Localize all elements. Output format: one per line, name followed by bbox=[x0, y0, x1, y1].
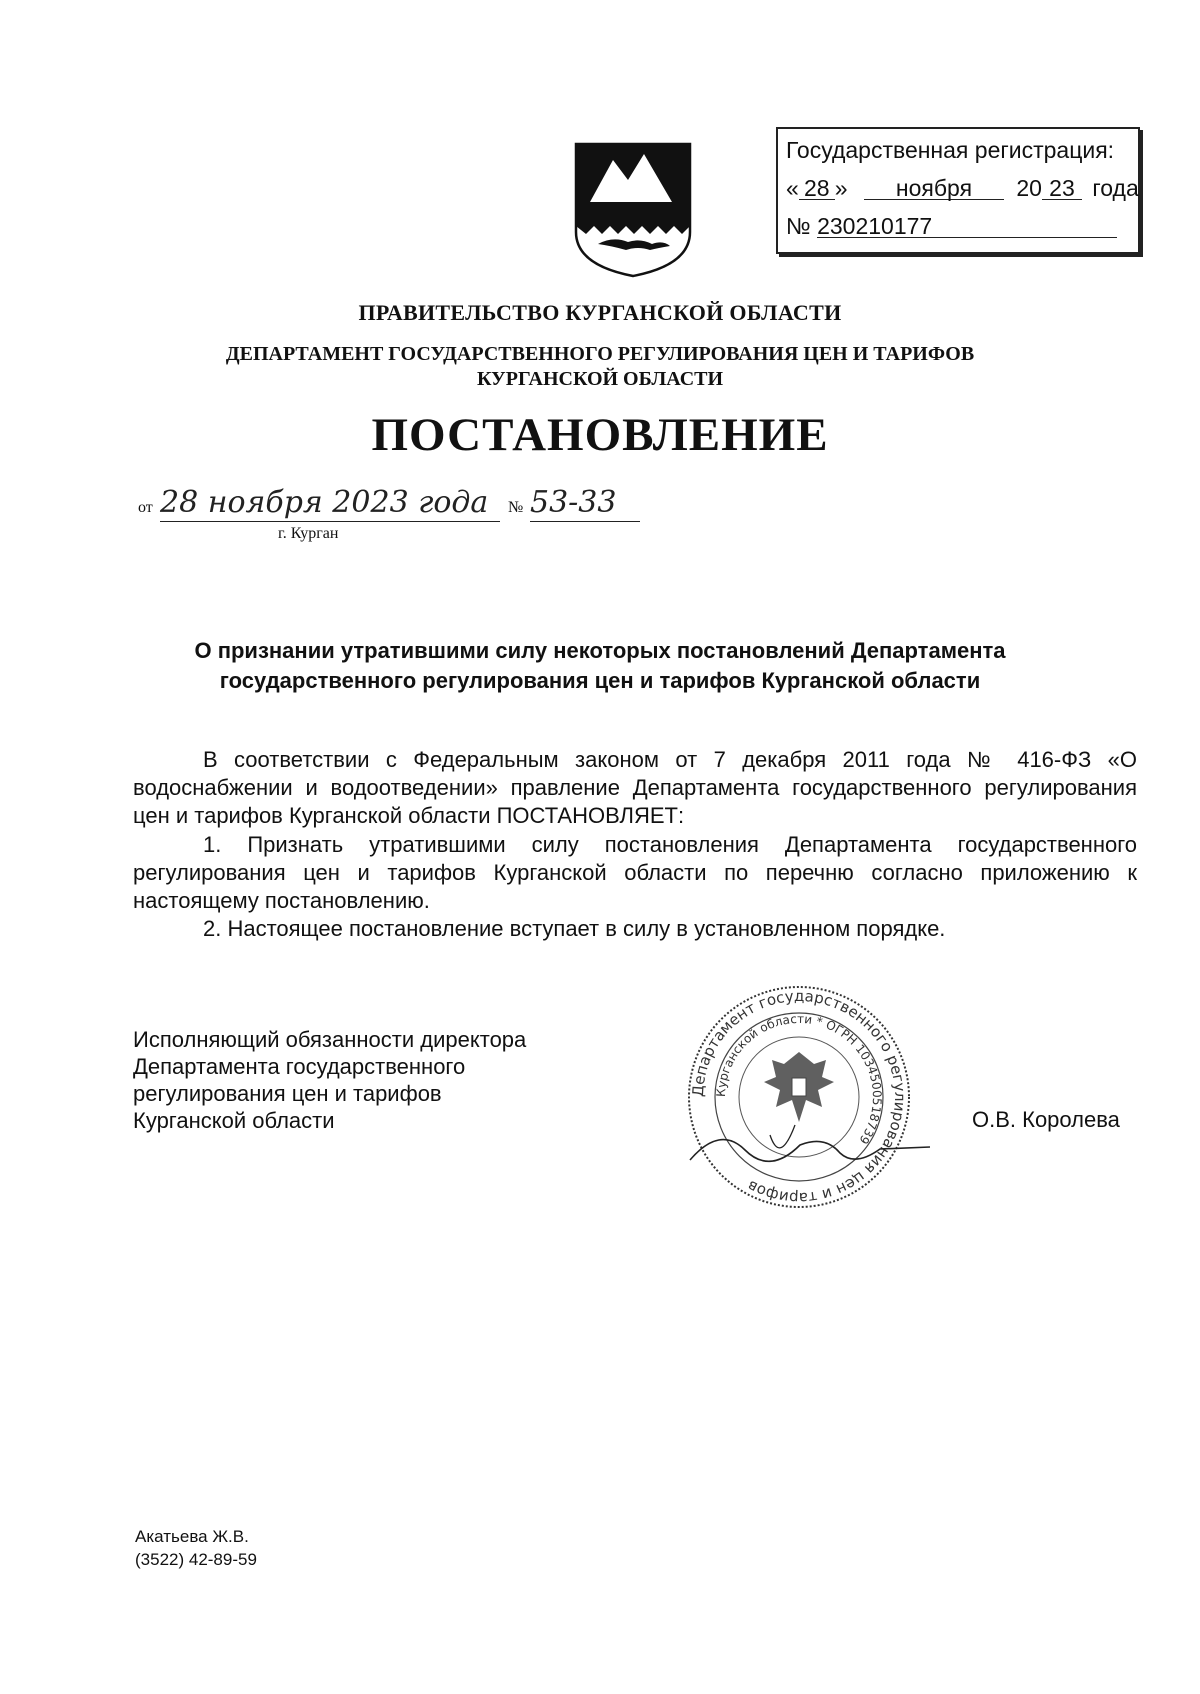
registration-month: ноября bbox=[864, 177, 1004, 200]
stamp-outer-text: Департамент государственного регулирования цен и тарифов bbox=[688, 986, 910, 1208]
position-line4: Курганской области bbox=[133, 1108, 335, 1133]
item1-text: 1. Признать утратившими силу постановления Департамента государственного регулирования цен и тарифов Курганской области по перечню согласно приложению к настоящему постановлению. bbox=[133, 832, 1137, 913]
government-title: ПРАВИТЕЛЬСТВО КУРГАНСКОЙ ОБЛАСТИ bbox=[358, 300, 842, 325]
signatory-name: О.В. Королева bbox=[972, 1107, 1120, 1132]
item2-text: 2. Настоящее постановление вступает в силу в установленном порядке. bbox=[203, 916, 946, 941]
document-type-title: ПОСТАНОВЛЕНИЕ bbox=[371, 409, 829, 461]
item2-paragraph bbox=[133, 915, 1137, 943]
document-subject bbox=[0, 636, 1200, 696]
registration-number-row bbox=[786, 213, 1117, 240]
issue-from-label: от bbox=[138, 499, 153, 516]
subject-line2: государственного регулирования цен и тарифов Курганской области bbox=[219, 668, 981, 693]
registration-date bbox=[786, 175, 1139, 202]
registration-day: 28 bbox=[799, 177, 835, 200]
registration-year-suffix: 23 bbox=[1042, 177, 1082, 200]
stamp-inner-text: Курганской области * ОГРН 1034500518739 bbox=[713, 1011, 885, 1147]
registration-number: 230210177 bbox=[817, 215, 1117, 238]
issue-date-line bbox=[138, 485, 738, 525]
registration-open-quote: « bbox=[786, 175, 799, 201]
registration-close-quote: » bbox=[834, 175, 848, 201]
department-title-line1: ДЕПАРТАМЕНТ ГОСУДАРСТВЕННОГО РЕГУЛИРОВАНИЯ ЦЕН И ТАРИФОВ bbox=[225, 343, 975, 365]
position-line3: регулирования цен и тарифов bbox=[133, 1081, 442, 1106]
executor-name: Акатьева Ж.В. bbox=[135, 1527, 249, 1546]
issue-city: г. Курган bbox=[278, 525, 339, 542]
registration-title: Государственная регистрация: bbox=[786, 137, 1115, 163]
preamble-text: В соответствии с Федеральным законом от 7 декабря 2011 года № 416-ФЗ «О водоснабжении и водоотведении» правление Департамента государственного регулирования цен и тарифов Курганской области ПОСТАНОВЛЯЕТ: bbox=[133, 747, 1137, 828]
handwritten-signature bbox=[650, 1105, 950, 1185]
issue-number: 53-33 bbox=[530, 485, 640, 522]
registration-year-word: года bbox=[1092, 175, 1139, 201]
executor-info bbox=[135, 1525, 257, 1571]
signatory-position bbox=[133, 1026, 526, 1134]
issue-date: 28 ноября 2023 года bbox=[160, 485, 500, 522]
preamble-paragraph bbox=[133, 746, 1137, 830]
registration-year-prefix: 20 bbox=[1016, 175, 1042, 201]
position-line2: Департамента государственного bbox=[133, 1054, 466, 1079]
position-line1: Исполняющий обязанности директора bbox=[133, 1027, 527, 1052]
item1-paragraph bbox=[133, 831, 1137, 915]
executor-phone: (3522) 42-89-59 bbox=[135, 1550, 257, 1569]
registration-box bbox=[776, 127, 1140, 254]
department-title-line2: КУРГАНСКОЙ ОБЛАСТИ bbox=[476, 368, 724, 390]
issue-number-label: № bbox=[508, 499, 524, 516]
subject-line1: О признании утратившими силу некоторых постановлений Департамента bbox=[194, 638, 1006, 663]
coat-of-arms-icon bbox=[568, 140, 698, 280]
registration-number-label: № bbox=[786, 213, 811, 239]
